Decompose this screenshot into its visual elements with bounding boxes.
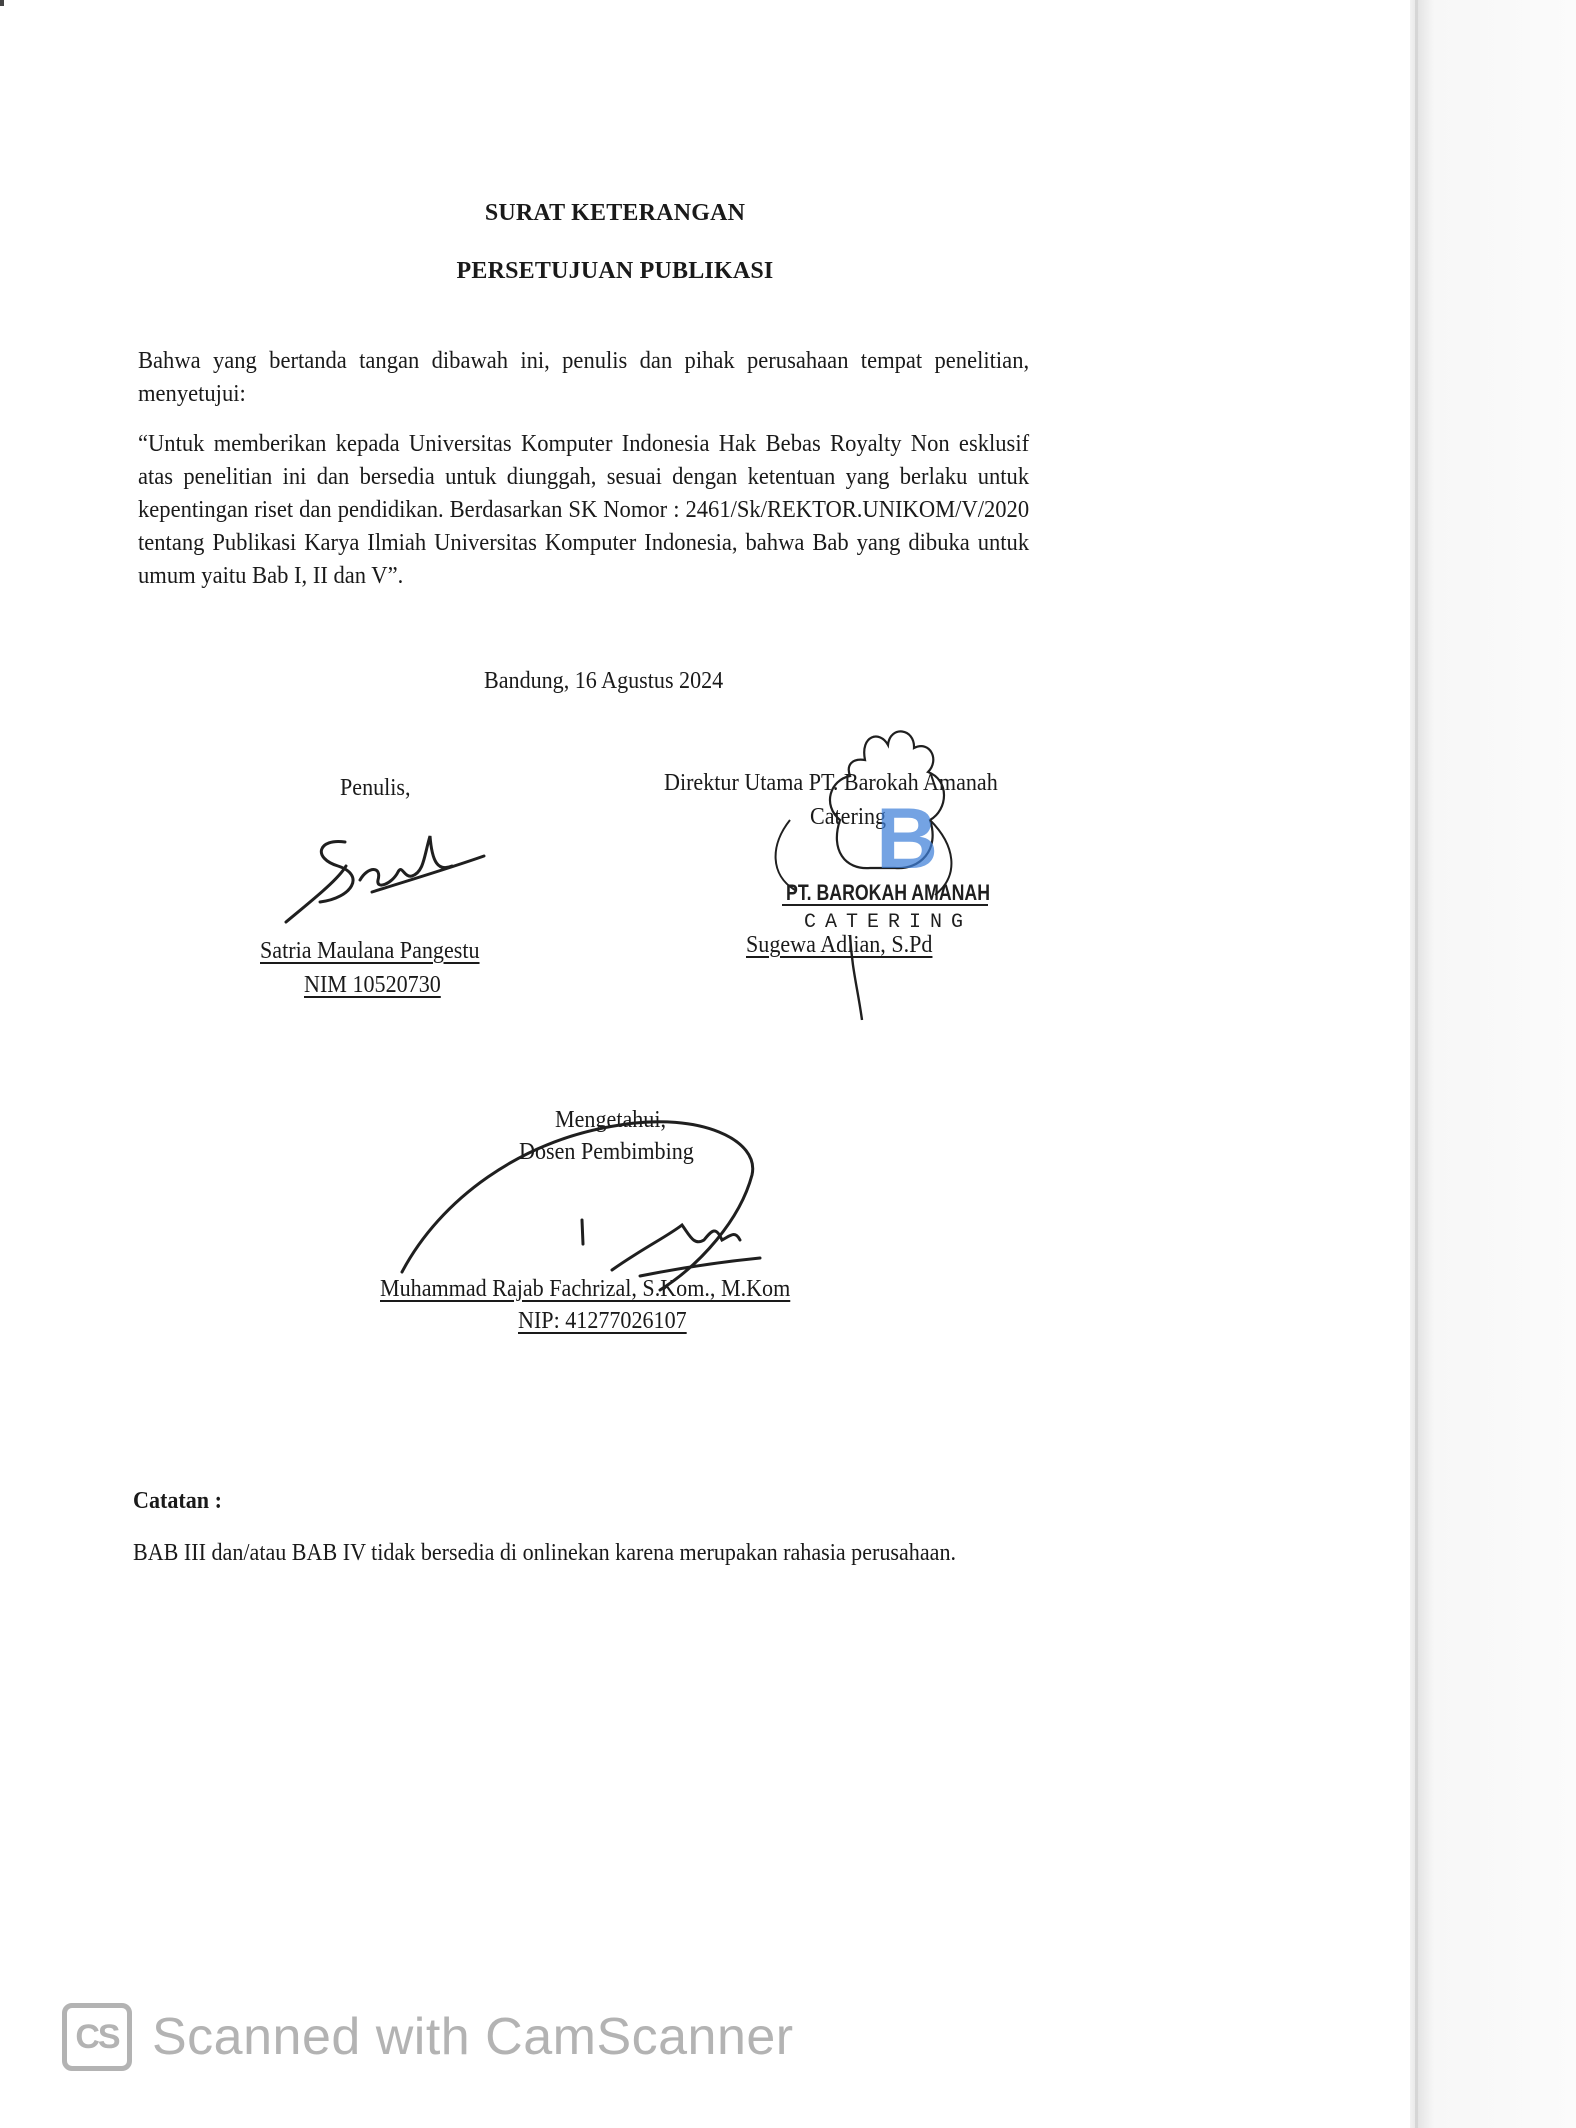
writer-signature xyxy=(286,836,484,922)
camscanner-watermark xyxy=(62,2002,794,2072)
intro-paragraph: Bahwa yang bertanda tangan dibawah ini, penulis dan pihak perusahaan tempat penelitian, menyetujui: xyxy=(138,348,1030,407)
supervisor-name: Muhammad Rajab Fachrizal, S.Kom., M.Kom xyxy=(380,1276,791,1302)
place-date: Bandung, 16 Agustus 2024 xyxy=(484,668,724,694)
writer-name: Satria Maulana Pangestu xyxy=(260,938,480,964)
director-role: Direktur Utama PT. Barokah Amanah xyxy=(664,770,998,796)
director-role-line2: Catering xyxy=(810,804,887,830)
writer-id: NIM 10520730 xyxy=(304,972,441,998)
statement-paragraph: “Untuk memberikan kepada Universitas Komputer Indonesia Hak Bebas Royalty Non esklusif atas penelitian ini dan bersedia untuk diunggah, sesuai dengan ketentuan yang berlaku untuk kepentingan riset dan pendidikan. Berdasarkan SK Nomor : 2461/Sk/REKTOR.UNIKOM/V/2020 tentang Publikasi Karya Ilmiah Universitas Komputer Indonesia, bahwa Bab yang dibuka untuk umum yaitu Bab I, II dan V”. xyxy=(138,431,1030,589)
note-label: Catatan : xyxy=(133,1488,222,1514)
camscanner-text: Scanned with CamScanner xyxy=(152,2008,794,2066)
document-title: SURAT KETERANGAN xyxy=(484,200,746,226)
writer-role: Penulis, xyxy=(340,775,411,801)
stamp-letter: B xyxy=(876,791,939,887)
camscanner-logo-icon: CS xyxy=(62,2003,132,2071)
supervisor-ack: Mengetahui, xyxy=(555,1107,666,1133)
supervisor-role: Dosen Pembimbing xyxy=(519,1139,694,1165)
note-text: BAB III dan/atau BAB IV tidak bersedia di onlinekan karena merupakan rahasia perusahaan. xyxy=(133,1540,957,1566)
document-subtitle: PERSETUJUAN PUBLIKASI xyxy=(456,258,774,284)
scan-page-edge xyxy=(1410,0,1576,2128)
supervisor-id: NIP: 41277026107 xyxy=(518,1308,687,1334)
stamp-sub: CATERING xyxy=(804,911,973,934)
director-name: Sugewa Adlian, S.Pd xyxy=(746,932,933,958)
stamp-company: PT. BAROKAH AMANAH xyxy=(786,880,990,905)
scan-corner-mark xyxy=(0,0,4,6)
